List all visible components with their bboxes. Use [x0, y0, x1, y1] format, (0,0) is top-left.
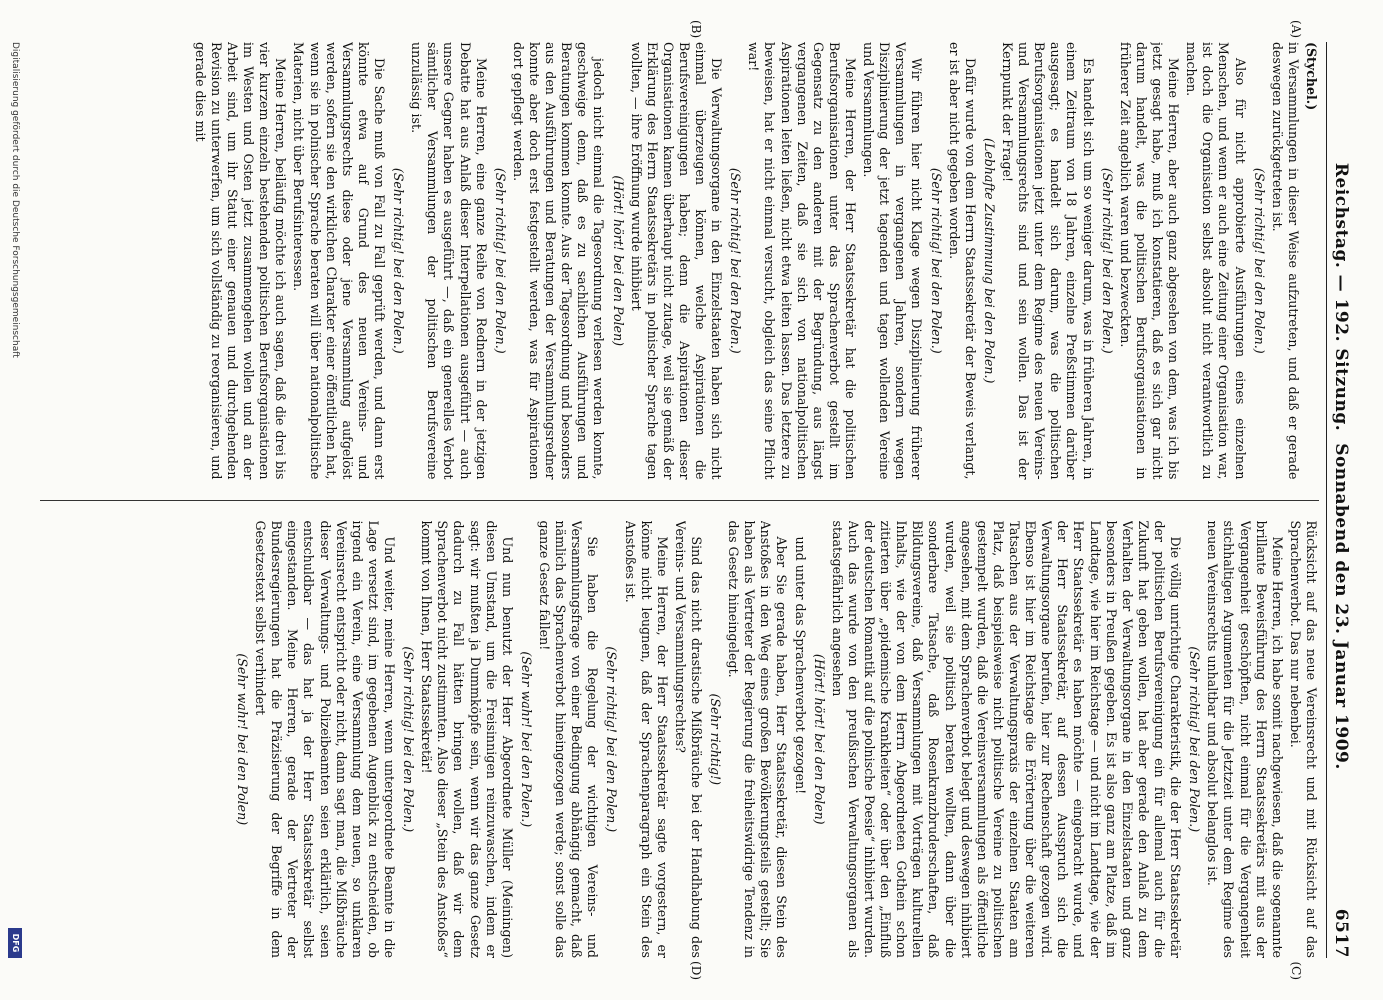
- interjection: (Hört! hört! bei den Polen): [610, 175, 626, 347]
- header-date: Sonnabend den 23. Januar 1909.: [1331, 443, 1351, 770]
- margin-letter-c: (C): [1289, 961, 1303, 980]
- paragraph: in Versammlungen in dieser Weise aufzutreten, und daß er gerade deswegen zurückgetreten ist.: [1269, 42, 1301, 480]
- paragraph: Sie haben die Regelung der wichtigen Vereins- und Versammlungsfrage von einer Bedingung abhängig gemacht, daß nämlich das Sprachenverbot hineingezogen werde; sonst solle das ganze Gesetz fallen!: [536, 520, 601, 958]
- interjection: (Sehr richtig! bei den Polen.): [928, 167, 944, 354]
- paragraph: Und weiter, meine Herren, wenn untergeordnete Beamte in die Lage versetzt sind, im gegebenen Augenblick zu entscheiden, ob irgend ein Verein, eine Versammlung dem neuen, so unklaren Vereinsrecht entspricht oder nicht, dann sagt man, die Mißbräuche dieser Verwaltungs- und Polizeibeamten seien erklärlich, seien entschuldbar — das hat ja der Herr Staatssekretär selbst eingestanden. Meine Herren, gerade der Vertreter der Bundesregierungen hat die Präzisierung der Begriffe in dem Gesetzestext selbst verhindert: [253, 520, 397, 958]
- interjection: (Sehr richtig! bei den Polen.): [1251, 167, 1267, 354]
- right-column: [40, 521, 1319, 959]
- margin-letter-b: (B): [689, 20, 703, 39]
- text-columns: [40, 42, 1319, 958]
- paragraph: Meine Herren, aber auch ganz abgesehen von dem, was ich bis jetzt gesagt habe, muß ich konstatieren, daß es sich gar nicht darum handelt, was die politischen Berufsorganisationen in früherer Zeit angeblich waren und bezweckten.: [1117, 42, 1182, 480]
- interjection: (Sehr wahr! bei den Polen.): [518, 651, 534, 828]
- interjection: (Lebhafte Zustimmung bei den Polen.): [981, 138, 997, 384]
- paragraph: Die Sache muß von Fall zu Fall geprüft werden, und dann erst könnte etwa auf Grund des neuen Vereins- und Versammlungsrechts diese oder jene Versammlung aufgelöst werden, sofern sie den wirklichen Charakter einer öffentlichen hat, wenn sie in polnischer Sprache beraten will über nationalpolitische Materien, nicht über Berufsinteressen.: [291, 42, 387, 480]
- interjection: (Sehr richtig! bei den Polen.): [1187, 646, 1203, 833]
- paragraph: Und nun benutzt der Herr Abgeordnete Müller (Meiningen) diesen Umstand, um die Freisinnigen reinzuwaschen, indem er sagt: wir mußten ja Dummköpfe sein, wenn wir das ganze Gesetz dadurch zu Fall hätten bringen wollen, daß wir dem Sprachenverbot nicht zustimmten. Also dieser „Stein des Anstoßes“ kommt von Ihnen, Herr Staatssekretär!: [419, 520, 515, 958]
- paragraph: Dafür wurde von dem Herrn Staatssekretär der Beweis verlangt, er ist aber nicht gegeben worden.: [946, 42, 978, 480]
- paragraph: und unter das Sprachenverbot gezogen!: [792, 536, 808, 795]
- interjection: (Sehr richtig! bei den Polen.): [401, 646, 417, 833]
- paragraph: Wir führen hier nicht Klage wegen Disziplinierung früherer Versammlungen in vergangenen Jahren, sondern wegen Disziplinierung der jetzt tagenden und tagen wollenden Vereine und Versammlungen.: [861, 42, 925, 480]
- paragraph: Meine Herren, der Herr Staatssekretär hat die politischen Berufsorganisationen unter das Sprachenverbot gestellt im Gegensatz zu den anderen mit der Begründung, aus längst vergangenen Zeiten, daß sie sich von nationalpolitischen Aspirationen leiten ließen, nicht etwa leiten lassen. Das letztere zu beweisen, hat er nicht einmal versucht, obgleich das seine Pflicht war!: [746, 42, 859, 480]
- interjection: (Sehr richtig! bei den Polen.): [604, 646, 620, 833]
- interjection: (Sehr richtig! bei den Polen.): [728, 167, 744, 354]
- margin-letter-d: (D): [689, 961, 703, 980]
- paragraph: Also für nicht approbierte Ausführungen eines einzelnen Menschen, und wenn er auch eine Zeitung einer Organisation war, ist doch die Organisation selbst absolut nicht verantwortlich zu machen.: [1184, 42, 1248, 480]
- digitization-credit: Digitalisierung gefördert durch die Deutsche Forschungsgemeinschaft: [10, 42, 20, 358]
- paragraph: Meine Herren, der Herr Staatssekretär sagte vorgestern, er könne nicht leugnen, daß der Sprachenparagraph ein Stein des Anstoßes ist.: [622, 520, 670, 958]
- paragraph: Meine Herren, ich habe somit nachgewiesen, daß die sogenannte brillante Beweisführung des Herrn Staatssekretärs mit aus der Vergangenheit geschöpften, nicht einmal für die Vergangenheit stichhaltigen Argumenten für die Jetztzeit unter dem Regime des neuen Vereinsrechts unhaltbar und absolut belanglos ist.: [1205, 520, 1285, 958]
- page-header: [1326, 42, 1365, 958]
- paragraph: Die völlig unrichtige Charakteristik, die der Herr Staatssekretär der politischen Berufsvereinigung ein für allemal auch für die Zukunft hat geben wollen, hat aber gerade den Anlaß zu dem Verhalten der Verwaltungsorgane in den Einzelstaaten und ganz besonders in Preußen gegeben. Es ist also ganz am Platze, daß im Landtage, wie hier im Reichstage — und nicht im Landtage, wie der Herr Staatssekretär es haben möchte — eingebracht wurde, und der Herr Staatssekretär, auf dessen Ausspruch sich die Verwaltungsorgane berufen, hier zur Rechenschaft gezogen wird. Ebenso ist hier im Reichstage die Erörterung über die weiteren Tatsachen aus der Verwaltungspraxis der einzelnen Staaten am Platz, daß beispielsweise nicht politische Vereine zu politischen gestempelt wurden, daß die Vereinsversammlungen als öffentliche angesehen, mit dem Sprachenverbot belegt und deswegen inhibiert wurden, weil sie politisch beraten wollten, dann über die sonderbare Tatsache, daß Rosenkranzbruderschaften, daß Bildungsvereine, daß Versammlungen mit Vorträgen kulturellen Inhalts, wie der von dem Herrn Abgeordneten Gothein schon zitierten über „epidemische Krankheiten“ oder über den „Einfluß der deutschen Romantik auf die polnische Poesie“ inhibiert wurden. Auch das wurde von den preußischen Verwaltungsorganen als staatsgefährlich angesehen: [829, 520, 1184, 958]
- dfg-logo: DFG: [8, 928, 22, 958]
- interjection: (Sehr wahr! bei den Polen): [235, 653, 250, 826]
- interjection: (Hört! hört! bei den Polen): [811, 653, 827, 825]
- speaker-name: (Stychel.): [1304, 42, 1319, 111]
- interjection: (Sehr richtig! bei den Polen.): [492, 167, 508, 354]
- paragraph: Es handelt sich um so weniger darum, was in früheren Jahren, in einem Zeitraum von 18 Jahren, einzelne Preßstimmen darüber ausgesagt; es handelt sich darum, was die politischen Berufsorganisationen jetzt unter dem Regime des neuen Vereins- und Versammlungsrechts sind und sein wollen. Das ist der Kernpunkt der Frage!: [1000, 42, 1096, 480]
- paragraph: Rücksicht auf das neue Vereinsrecht und mit Rücksicht auf das Sprachenverbot. Das nur nebenbei.: [1287, 520, 1319, 958]
- paragraph: Die Verwaltungsorgane in den Einzelstaaten haben sich nicht einmal überzeugen können, welche Aspirationen die Berufsvereinigungen haben; denn die Aspirationen dieser Organisationen kamen überhaupt nicht zutage, weil sie gemäß der Erklärung des Herrn Staatssekretärs in polnischer Sprache tagen wollten, — ihre Eröffnung wurde inhibiert: [628, 42, 725, 480]
- paragraph: jedoch nicht einmal die Tagesordnung verlesen werden konnte, geschweige denn, daß es zu sachlichen Ausführungen und Beratungen kommen konnte. Aus der Tagesordnung und besonders aus den Ausführungen und Beratungen der Versammlungsredner konnte aber doch erst festgestellt werden, was für Aspirationen dort gepflegt werden.: [510, 42, 607, 480]
- page-number: 6517: [1331, 908, 1351, 959]
- left-column: [40, 42, 1319, 480]
- column-divider: [40, 500, 1319, 501]
- interjection: (Sehr richtig!): [708, 693, 724, 785]
- paragraph: Meine Herren, eine ganze Reihe von Rednern in der jetzigen Debatte hat aus Anlaß dieser Interpellationen ausgeführt — auch unsere Gegner haben es ausgeführt —, daß ein generelles Verbot sämtlicher Versammlungen der politischen Berufsvereine unzulässig ist.: [409, 42, 489, 480]
- paragraph: Aber Sie gerade haben, Herr Staatssekretär, diesen Stein des Anstoßes in den Weg eines großen Bevölkerungsteils gestellt; Sie haben als Vertreter der Regierung die freiheitswidrige Tendenz in das Gesetz hineingelegt.: [726, 520, 790, 958]
- interjection: (Sehr richtig! bei den Polen.): [1099, 167, 1115, 354]
- interjection: (Sehr richtig! bei den Polen.): [391, 167, 407, 354]
- header-title: Reichstag. — 192. Sitzung.: [1331, 162, 1351, 432]
- margin-letter-a: (A): [1289, 20, 1303, 39]
- paragraph: Sind das nicht drastische Mißbräuche bei der Handhabung des Vereins- und Versammlungsrechtes?: [672, 520, 704, 958]
- right-column-body: [234, 521, 1319, 959]
- left-column-body: [192, 42, 1301, 480]
- paragraph: Meine Herren, beiläufig möchte ich auch sagen, daß die drei bis vier kurzem einzeln bestehenden politischen Berufsorganisationen im Westen und Osten jetzt zusammengehen wollen und an der Arbeit sind, um ihr Statut einer genauen und durchgehenden Revision zu unterwerfen, um sich vollständig zu reorganisieren, und gerade dies mit: [192, 42, 289, 480]
